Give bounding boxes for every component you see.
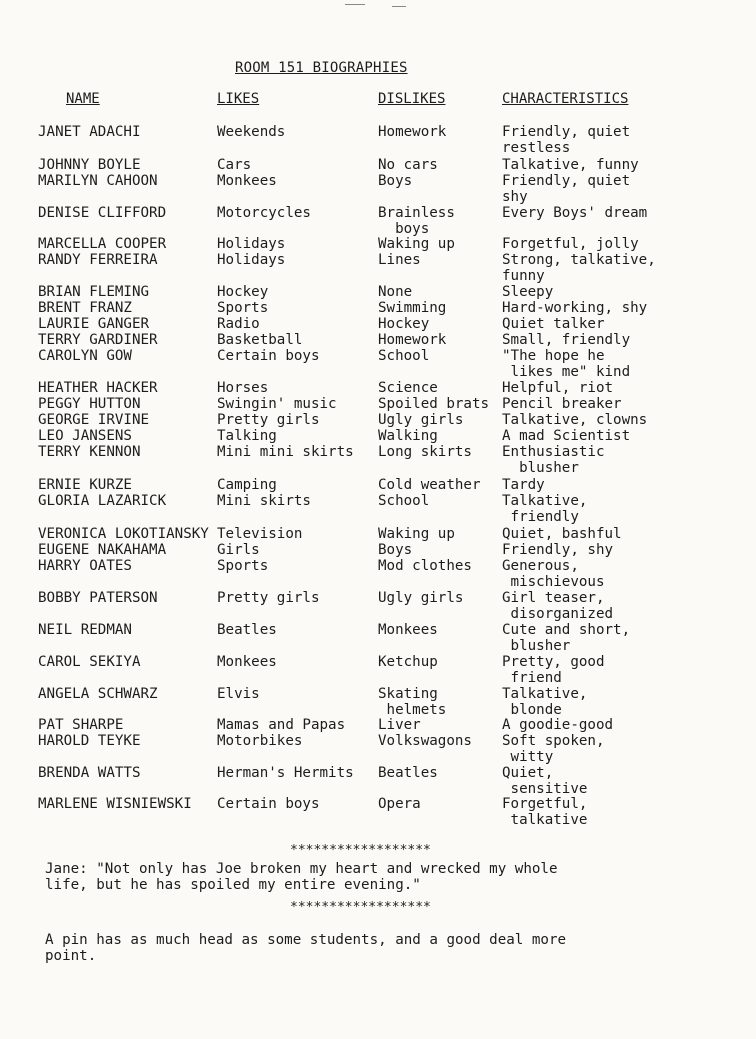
person-name: CAROL SEKIYA xyxy=(38,654,141,670)
dislikes-value: Swimming xyxy=(378,300,447,316)
likes-value: Television xyxy=(217,526,303,542)
dislikes-value: Cold weather xyxy=(378,477,481,493)
characteristics-value: Strong, talkative, funny xyxy=(502,252,656,284)
person-name: GLORIA LAZARICK xyxy=(38,493,167,509)
person-name: ERNIE KURZE xyxy=(38,477,132,493)
dislikes-value: School xyxy=(378,493,430,509)
characteristics-value: Friendly, quiet shy xyxy=(502,173,631,205)
person-name: LAURIE GANGER xyxy=(38,316,150,332)
likes-value: Pretty girls xyxy=(217,590,320,606)
likes-value: Horses xyxy=(217,380,269,396)
dislikes-value: Volkswagons xyxy=(378,733,472,749)
characteristics-value: Quiet, bashful xyxy=(502,526,622,542)
person-name: BOBBY PATERSON xyxy=(38,590,158,606)
characteristics-value: Cute and short, blusher xyxy=(502,622,631,654)
characteristics-value: Small, friendly xyxy=(502,332,631,348)
header-name: NAME xyxy=(66,91,100,107)
likes-value: Herman's Hermits xyxy=(217,765,354,781)
dislikes-value: Walking xyxy=(378,428,438,444)
characteristics-value: Girl teaser, disorganized xyxy=(502,590,614,622)
person-name: BRENT FRANZ xyxy=(38,300,132,316)
dislikes-value: Beatles xyxy=(378,765,438,781)
characteristics-value: Pencil breaker xyxy=(502,396,622,412)
dislikes-value: Skating helmets xyxy=(378,686,447,718)
characteristics-value: Pretty, good friend xyxy=(502,654,605,686)
characteristics-value: Forgetful, jolly xyxy=(502,236,639,252)
characteristics-value: Quiet, sensitive xyxy=(502,765,588,797)
dislikes-value: Lines xyxy=(378,252,421,268)
person-name: HARRY OATES xyxy=(38,558,132,574)
characteristics-value: Generous, mischievous xyxy=(502,558,605,590)
person-name: JOHNNY BOYLE xyxy=(38,157,141,173)
separator-bottom: ****************** xyxy=(290,900,431,915)
likes-value: Pretty girls xyxy=(217,412,320,428)
person-name: NEIL REDMAN xyxy=(38,622,132,638)
top-smudge xyxy=(345,4,365,5)
likes-value: Motorcycles xyxy=(217,205,311,221)
likes-value: Elvis xyxy=(217,686,260,702)
characteristics-value: Talkative, friendly xyxy=(502,493,588,525)
dislikes-value: School xyxy=(378,348,430,364)
characteristics-value: Talkative, clowns xyxy=(502,412,648,428)
header-likes: LIKES xyxy=(217,91,260,107)
page-title: ROOM 151 BIOGRAPHIES xyxy=(235,60,408,76)
characteristics-value: A goodie-good xyxy=(502,717,614,733)
likes-value: Holidays xyxy=(217,236,286,252)
jane-quote: Jane: "Not only has Joe broken my heart and wrecked my whole life, but he has spoiled my entire evening." xyxy=(45,861,558,893)
person-name: RANDY FERREIRA xyxy=(38,252,158,268)
likes-value: Certain boys xyxy=(217,348,320,364)
dislikes-value: Spoiled brats xyxy=(378,396,490,412)
person-name: TERRY KENNON xyxy=(38,444,141,460)
likes-value: Talking xyxy=(217,428,277,444)
person-name: EUGENE NAKAHAMA xyxy=(38,542,167,558)
person-name: HEATHER HACKER xyxy=(38,380,158,396)
header-characteristics: CHARACTERISTICS xyxy=(502,91,629,107)
person-name: PEGGY HUTTON xyxy=(38,396,141,412)
pin-joke: A pin has as much head as some students, and a good deal more point. xyxy=(45,932,567,964)
likes-value: Swingin' music xyxy=(217,396,337,412)
characteristics-value: Talkative, blonde xyxy=(502,686,588,718)
likes-value: Weekends xyxy=(217,124,286,140)
dislikes-value: Liver xyxy=(378,717,421,733)
person-name: MARLENE WISNIEWSKI xyxy=(38,796,192,812)
likes-value: Girls xyxy=(217,542,260,558)
likes-value: Mini mini skirts xyxy=(217,444,354,460)
dislikes-value: Waking up xyxy=(378,526,455,542)
dislikes-value: Monkees xyxy=(378,622,438,638)
dislikes-value: None xyxy=(378,284,413,300)
likes-value: Basketball xyxy=(217,332,303,348)
dislikes-value: Boys xyxy=(378,542,413,558)
likes-value: Radio xyxy=(217,316,260,332)
characteristics-value: Quiet talker xyxy=(502,316,605,332)
dislikes-value: Waking up xyxy=(378,236,455,252)
characteristics-value: Every Boys' dream xyxy=(502,205,648,221)
dislikes-value: Homework xyxy=(378,332,447,348)
characteristics-value: "The hope he likes me" kind xyxy=(502,348,631,380)
characteristics-value: A mad Scientist xyxy=(502,428,631,444)
likes-value: Sports xyxy=(217,558,269,574)
likes-value: Motorbikes xyxy=(217,733,303,749)
likes-value: Holidays xyxy=(217,252,286,268)
likes-value: Mamas and Papas xyxy=(217,717,346,733)
characteristics-value: Friendly, shy xyxy=(502,542,614,558)
likes-value: Sports xyxy=(217,300,269,316)
dislikes-value: Ugly girls xyxy=(378,412,464,428)
dislikes-value: Boys xyxy=(378,173,413,189)
characteristics-value: Friendly, quiet restless xyxy=(502,124,631,156)
dislikes-value: Long skirts xyxy=(378,444,472,460)
dislikes-value: Brainless boys xyxy=(378,205,455,237)
person-name: PAT SHARPE xyxy=(38,717,124,733)
dislikes-value: Homework xyxy=(378,124,447,140)
likes-value: Camping xyxy=(217,477,277,493)
person-name: GEORGE IRVINE xyxy=(38,412,150,428)
person-name: ANGELA SCHWARZ xyxy=(38,686,158,702)
likes-value: Cars xyxy=(217,157,252,173)
likes-value: Beatles xyxy=(217,622,277,638)
dislikes-value: Mod clothes xyxy=(378,558,472,574)
person-name: BRENDA WATTS xyxy=(38,765,141,781)
characteristics-value: Talkative, funny xyxy=(502,157,639,173)
person-name: CAROLYN GOW xyxy=(38,348,132,364)
person-name: DENISE CLIFFORD xyxy=(38,205,167,221)
person-name: LEO JANSENS xyxy=(38,428,132,444)
person-name: MARILYN CAHOON xyxy=(38,173,158,189)
person-name: HAROLD TEYKE xyxy=(38,733,141,749)
dislikes-value: Ketchup xyxy=(378,654,438,670)
characteristics-value: Sleepy xyxy=(502,284,554,300)
likes-value: Mini skirts xyxy=(217,493,311,509)
top-smudge xyxy=(392,6,406,7)
person-name: VERONICA LOKOTIANSKY xyxy=(38,526,209,542)
header-dislikes: DISLIKES xyxy=(378,91,446,107)
person-name: BRIAN FLEMING xyxy=(38,284,150,300)
likes-value: Hockey xyxy=(217,284,269,300)
separator-top: ****************** xyxy=(290,843,431,858)
person-name: JANET ADACHI xyxy=(38,124,141,140)
characteristics-value: Helpful, riot xyxy=(502,380,614,396)
characteristics-value: Forgetful, talkative xyxy=(502,796,588,828)
likes-value: Monkees xyxy=(217,173,277,189)
dislikes-value: Hockey xyxy=(378,316,430,332)
dislikes-value: Ugly girls xyxy=(378,590,464,606)
characteristics-value: Soft spoken, witty xyxy=(502,733,605,765)
characteristics-value: Hard-working, shy xyxy=(502,300,648,316)
characteristics-value: Enthusiastic blusher xyxy=(502,444,605,476)
person-name: MARCELLA COOPER xyxy=(38,236,167,252)
dislikes-value: No cars xyxy=(378,157,438,173)
person-name: TERRY GARDINER xyxy=(38,332,158,348)
characteristics-value: Tardy xyxy=(502,477,545,493)
likes-value: Certain boys xyxy=(217,796,320,812)
dislikes-value: Opera xyxy=(378,796,421,812)
likes-value: Monkees xyxy=(217,654,277,670)
dislikes-value: Science xyxy=(378,380,438,396)
